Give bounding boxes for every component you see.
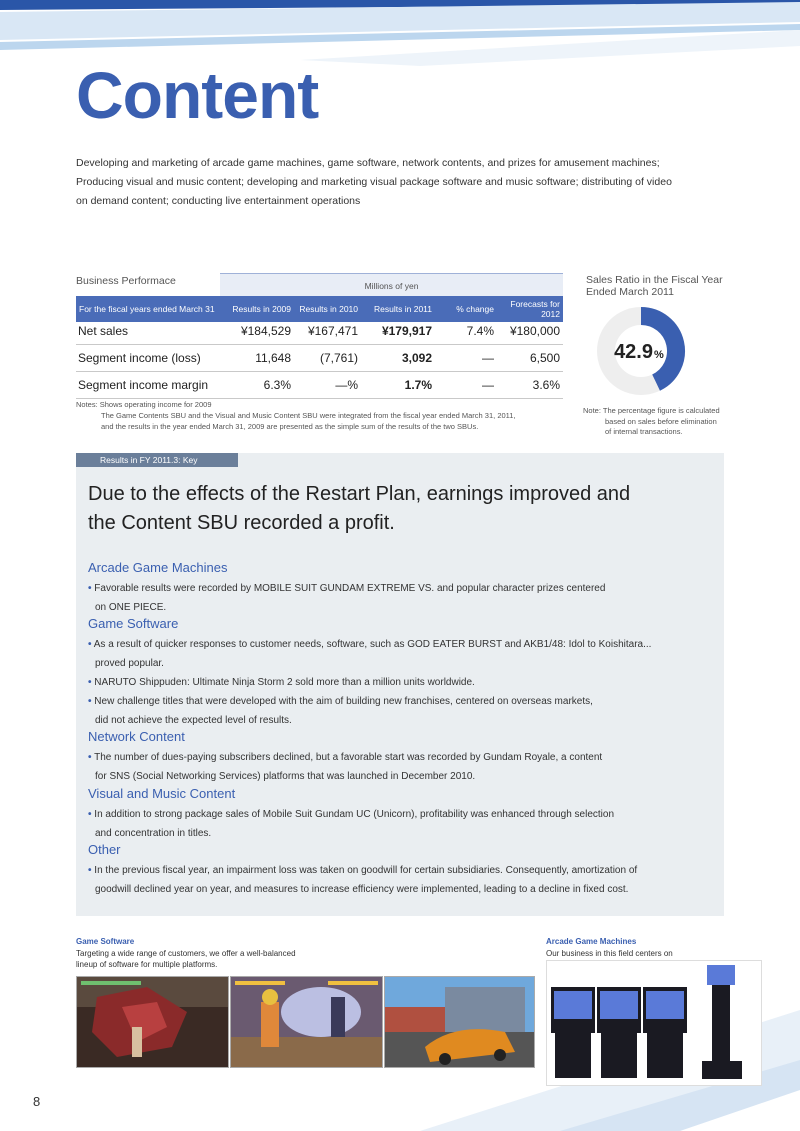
bullet-dot: • [88,696,92,707]
caption-line: Targeting a wide range of customers, we offer a well-balanced [76,949,296,958]
cell-2011: ¥179,917 [381,324,432,338]
cell-2009: ¥184,529 [240,324,291,338]
bullet-text: proved popular. [95,658,164,669]
note-line: of internal transactions. [605,427,683,436]
cell-2011: 3,092 [401,351,432,365]
sales-ratio-title: Sales Ratio in the Fiscal Year Ended March 2011 [586,274,723,298]
donut-value: 42.9 [614,341,653,363]
unit-header: Millions of yen [220,273,563,296]
bullet-text: In addition to strong package sales of Mobile Suit Gundam UC (Unicorn), profitability was enhanced through selection [94,809,615,820]
bullet-text: New challenge titles that were developed with the aim of building new franchises, centered on overseas markets, [94,696,593,707]
bullet-text: did not achieve the expected level of results. [95,715,292,726]
cell-2010: —% [335,378,358,392]
bullet-item [88,635,708,673]
cell-change: — [482,351,494,365]
section-title-arcade: Arcade Game Machines [88,560,228,575]
game-screenshot-racing [384,976,535,1068]
note-line: and the results in the year ended March 31, 2009 are presented as the simple sum of the results of the two SBUs. [101,422,479,431]
bullet-item [88,673,708,692]
section-title-network: Network Content [88,729,185,744]
bullet-dot: • [88,677,92,688]
cell-change: — [482,378,494,392]
performance-caption: Business Performace [76,275,176,287]
bullet-text: Favorable results were recorded by MOBILE SUIT GUNDAM EXTREME VS. and popular character prizes centered [94,583,606,594]
bullet-dot: • [88,639,92,650]
row-label: Segment income (loss) [78,351,201,365]
caption-line: Our business in this field centers on [546,949,673,958]
cell-forecast: 6,500 [529,351,560,365]
bullet-item [88,748,708,786]
intro-paragraph [76,154,696,211]
cell-2010: ¥167,471 [307,324,358,338]
table-notes [76,399,556,432]
intro-line: on demand content; conducting live entertainment operations [76,195,361,207]
page-number: 8 [33,1094,41,1109]
donut-unit: % [654,349,664,361]
row-label: Net sales [78,324,129,338]
game-screenshot-naruto [230,976,383,1068]
headline-line: Due to the effects of the Restart Plan, earnings improved and [88,483,631,505]
header-2011: Results in 2011 [374,304,432,314]
header-2010: Results in 2010 [299,304,358,314]
header-2009: Results in 2009 [232,304,291,314]
table-row [76,372,563,399]
page-title: Content [76,58,319,132]
caption-title-game-software: Game Software [76,937,135,946]
caption-title-arcade: Arcade Game Machines [546,937,637,946]
caption-line: lineup of software for multiple platforms. [76,960,218,969]
arcade-machines-photo [546,960,762,1086]
headline-line: the Content SBU recorded a profit. [88,512,395,534]
bullet-dot: • [88,583,92,594]
caption-game-software [76,948,296,970]
note-line: Notes: Shows operating income for 2009 [76,400,212,409]
intro-line: Producing visual and music content; developing and marketing visual package software and music software; distributing of video [76,176,672,188]
bullet-text: The number of dues-paying subscribers declined, but a favorable start was recorded by Gundam Royale, a content [94,752,603,763]
cell-2011: 1.7% [404,378,432,392]
header-fiscal-years: For the fiscal years ended March 31 [79,304,215,314]
bullet-text: and concentration in titles. [95,828,212,839]
cell-forecast: 3.6% [532,378,560,392]
bullet-dot: • [88,865,92,876]
bullet-item [88,692,708,730]
bullet-item [88,861,708,899]
section-title-other: Other [88,842,121,857]
bullet-text: In the previous fiscal year, an impairment loss was taken on goodwill for certain subsidiaries. Consequently, amortization of [94,865,638,876]
table-row [76,318,563,345]
bullet-dot: • [88,809,92,820]
cell-2010: (7,761) [319,351,358,365]
note-line: based on sales before elimination [605,416,717,426]
bullet-dot: • [88,752,92,763]
header-change: % change [456,304,494,314]
key-headline [88,480,708,538]
cell-2009: 11,648 [255,351,291,365]
bullet-text: NARUTO Shippuden: Ultimate Ninja Storm 2 sold more than a million units worldwide. [94,677,475,688]
cell-change: 7.4% [466,324,494,338]
sales-ratio-note [583,406,743,438]
note-line: Note: The percentage figure is calculated [583,406,720,415]
table-row [76,345,563,372]
row-label: Segment income margin [78,378,209,392]
key-results-tab: Results in FY 2011.3: Key [76,453,238,467]
bullet-text: for SNS (Social Networking Services) platforms that was launched in December 2010. [95,771,476,782]
note-line: The Game Contents SBU and the Visual and Music Content SBU were integrated from the fiscal year ended March 31, 2011, [101,411,516,420]
bullet-item [88,579,708,617]
intro-line: Developing and marketing of arcade game machines, game software, network contents, and prizes for amusement machines; [76,157,660,169]
bullet-item [88,805,708,843]
bullet-text: goodwill declined year on year, and measures to increase efficiency were implemented, leading to a decline in fixed cost. [95,884,629,895]
section-title-game-software: Game Software [88,616,179,631]
section-title-visual-music: Visual and Music Content [88,786,236,801]
game-screenshot-god-eater [76,976,229,1068]
bullet-text: As a result of quicker responses to customer needs, software, such as GOD EATER BURST and AKB1/48: Idol to Koishitara... [93,639,652,650]
bullet-text: on ONE PIECE. [95,602,167,613]
sales-ratio-donut [582,305,700,397]
header-forecast: Forecasts for 2012 [510,299,560,319]
cell-2009: 6.3% [263,378,291,392]
cell-forecast: ¥180,000 [509,324,560,338]
